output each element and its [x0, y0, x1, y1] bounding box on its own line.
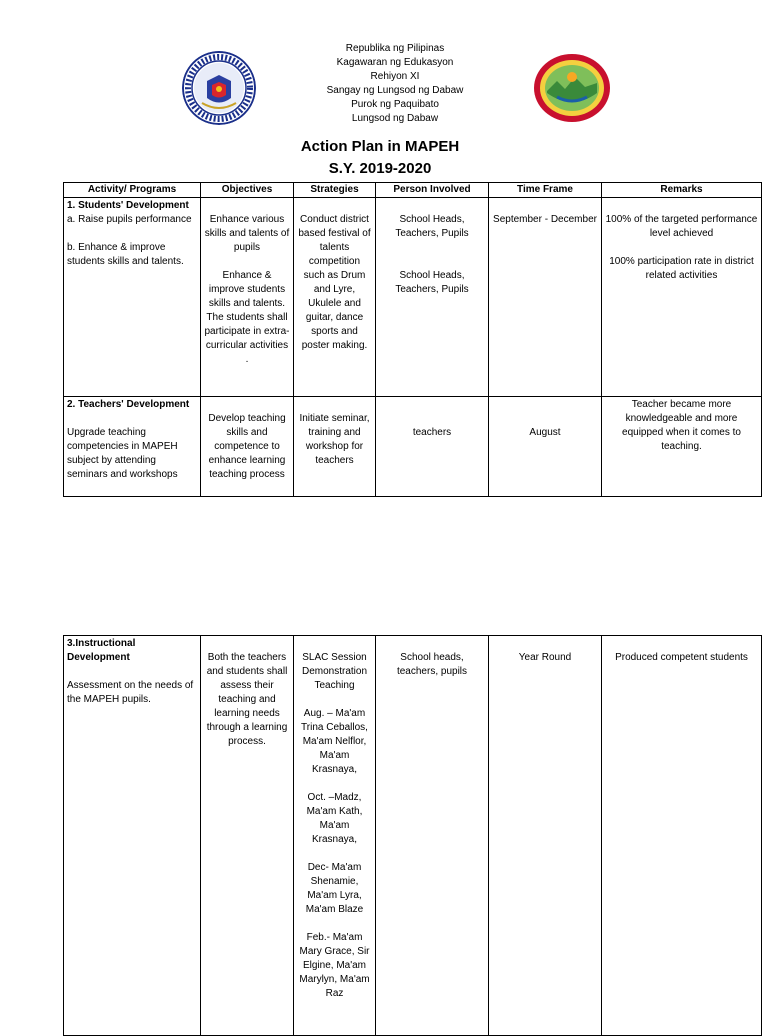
remarks-cell: 100% of the targeted performance level achieved 100% participation rate in district related activities [602, 198, 762, 397]
header-line: Republika ng Pilipinas [345, 43, 445, 54]
header-line: Purok ng Paquibato [351, 99, 439, 110]
persons-cell: School heads, teachers, pupils [376, 636, 489, 1036]
time-frame-cell: August [489, 397, 602, 497]
strategies-cell: SLAC Session Demonstration Teaching Aug. – Ma'am Trina Ceballos, Ma'am Nelflor, Ma'am Krasnaya, Oct. –Madz, Ma'am Kath, Ma'am Krasnaya, Dec- Ma'am Shenamie, Ma'am Lyra, Ma'am Blaze Feb.- Ma'am Mary Grace, Sir Elgine, Ma'am Marylyn, Ma'am Raz [294, 636, 376, 1036]
remarks-cell: Produced competent students [602, 636, 762, 1036]
objectives-cell: Enhance various skills and talents of pupils Enhance & improve students skills and talents. The students shall participate in extra-curricular activities . [201, 198, 294, 397]
activity-body: a. Raise pupils performance b. Enhance & improve students skills and talents. [67, 214, 192, 267]
column-header: Strategies [294, 183, 376, 198]
column-header: Person Involved [376, 183, 489, 198]
header-line: Sangay ng Lungsod ng Dabaw [326, 85, 464, 96]
time-frame-cell: September - December [489, 198, 602, 397]
agency-header [290, 42, 500, 126]
table-row [64, 397, 762, 497]
activity-heading: 1. Students' Development [67, 200, 189, 211]
activity-cell [64, 636, 201, 1036]
table-row [64, 636, 762, 1036]
document-title: Action Plan in MAPEH [300, 138, 460, 155]
deped-seal-icon [182, 51, 256, 125]
activity-heading: 3.Instructional Development [67, 638, 136, 663]
time-frame-cell: Year Round [489, 636, 602, 1036]
column-header: Objectives [201, 183, 294, 198]
header-line: Kagawaran ng Edukasyon [336, 57, 454, 68]
objectives-cell: Develop teaching skills and competence to enhance learning teaching process [201, 397, 294, 497]
action-plan-table [63, 182, 762, 497]
column-header: Activity/ Programs [64, 183, 201, 198]
strategies-cell: Conduct district based festival of talents competition such as Drum and Lyre, Ukulele and guitar, dance sports and poster making. [294, 198, 376, 397]
school-year: S.Y. 2019-2020 [328, 160, 432, 177]
paquibato-district-seal-icon [533, 53, 611, 123]
header-line: Lungsod ng Dabaw [351, 113, 439, 124]
persons-cell: teachers [376, 397, 489, 497]
activity-body: Upgrade teaching competencies in MAPEH subject by attending seminars and workshops [67, 427, 178, 480]
header-line: Rehiyon XI [370, 71, 420, 82]
strategies-cell: Initiate seminar, training and workshop for teachers [294, 397, 376, 497]
activity-heading: 2. Teachers' Development [67, 399, 190, 410]
table-header-row [64, 183, 762, 198]
remarks-cell: Teacher became more knowledgeable and more equipped when it comes to teaching. [602, 397, 762, 497]
table-row [64, 198, 762, 397]
objectives-cell: Both the teachers and students shall assess their teaching and learning needs through a learning process. [201, 636, 294, 1036]
activity-cell [64, 397, 201, 497]
persons-cell: School Heads, Teachers, Pupils School Heads, Teachers, Pupils [376, 198, 489, 397]
action-plan-table-continued [63, 635, 762, 1036]
activity-cell [64, 198, 201, 397]
column-header: Remarks [602, 183, 762, 198]
activity-body: Assessment on the needs of the MAPEH pupils. [67, 680, 194, 705]
column-header: Time Frame [489, 183, 602, 198]
